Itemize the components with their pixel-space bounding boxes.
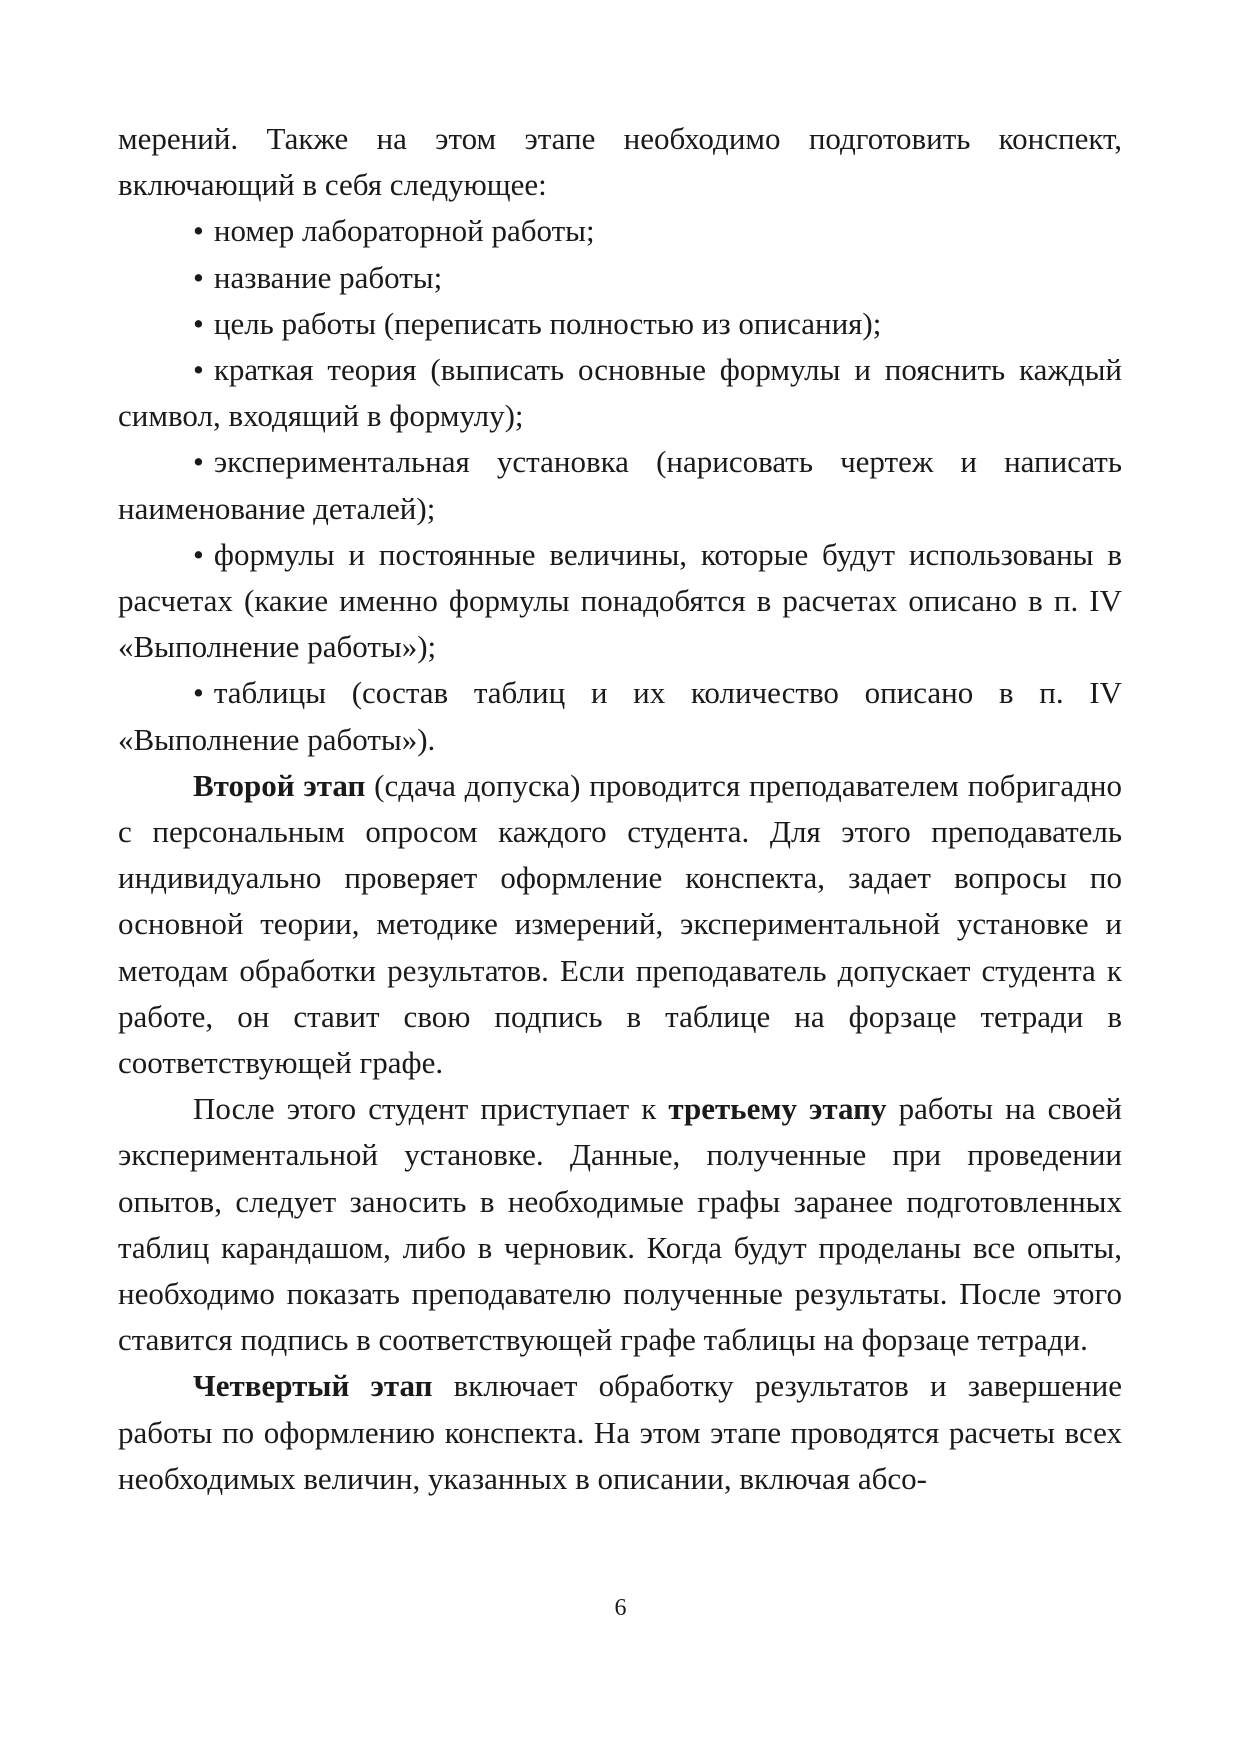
- stage4-text: включает обработку результатов и завершение работы по оформлению конспекта. На этом этапе проводятся расчеты всех необходимых величин, указанных в описании, включая абсо-: [118, 1368, 1122, 1496]
- bullet-item-2: [118, 255, 1122, 301]
- stage3-text-after: работы на своей экспериментальной установке. Данные, полученные при проведении опытов, следует заносить в необходимые графы заранее подготовленных таблиц карандашом, либо в черновик. Когда будут проделаны все опыты, необходимо показать преподавателю полученные результаты. После этого ставится подпись в соответствующей графе таблицы на форзаце тетради.: [118, 1091, 1122, 1358]
- stage4-heading: Четвертый этап: [193, 1368, 433, 1404]
- stage3-heading: третьему этапу: [668, 1091, 887, 1127]
- stage3-text-before: После этого студент приступает к: [193, 1091, 669, 1127]
- bullet-item-4: [118, 347, 1122, 439]
- page-number: 6: [614, 1595, 627, 1621]
- stage2-paragraph: [118, 763, 1122, 1086]
- bullet-icon: •: [193, 352, 204, 388]
- bullet-item-text: номер лабораторной работы;: [213, 213, 595, 249]
- bullet-icon: •: [193, 444, 204, 480]
- stage2-text: (сдача допуска) проводится преподавателем побригадно с персональным опросом каждого студента. Для этого преподаватель индивидуально проверяет оформление конспекта, задает вопросы по основной теории, методике измерений, экспериментальной установке и методам обработки результатов. Если преподаватель допускает студента к работе, он ставит свою подпись в таблице на форзаце тетради в соответствующей графе.: [118, 767, 1122, 1081]
- bullet-item-6: [118, 532, 1122, 671]
- bullet-item-text: цель работы (переписать полностью из описания);: [213, 305, 882, 341]
- bullet-item-text: название работы;: [213, 259, 443, 295]
- bullet-item-text: формулы и постоянные величины, которые будут использованы в расчетах (какие именно формулы понадобятся в расчетах описано в п. IV «Выполнение работы»);: [118, 536, 1122, 665]
- bullet-item-text: экспериментальная установка (нарисовать чертеж и написать наименование деталей);: [118, 444, 1122, 526]
- bullet-item-text: таблицы (состав таблиц и их количество описано в п. IV «Выполнение работы»).: [118, 675, 1122, 757]
- bullet-item-text: краткая теория (выписать основные формулы и пояснить каждый символ, входящий в формулу);: [118, 352, 1122, 434]
- stage3-paragraph: [118, 1086, 1122, 1363]
- bullet-icon: •: [193, 213, 204, 249]
- stage4-paragraph: [118, 1363, 1122, 1502]
- stage2-heading: Второй этап: [193, 767, 366, 803]
- bullet-icon: •: [193, 536, 204, 572]
- intro-paragraph: мерений. Также на этом этапе необходимо подготовить конспект, включающий в себя следующее:: [118, 121, 1122, 203]
- bullet-icon: •: [193, 675, 204, 711]
- bullet-item-1: [118, 208, 1122, 254]
- bullet-item-3: [118, 301, 1122, 347]
- body-text: [118, 116, 1122, 1502]
- bullet-icon: •: [193, 305, 204, 341]
- bullet-item-5: [118, 439, 1122, 531]
- bullet-item-7: [118, 670, 1122, 762]
- bullet-icon: •: [193, 259, 204, 295]
